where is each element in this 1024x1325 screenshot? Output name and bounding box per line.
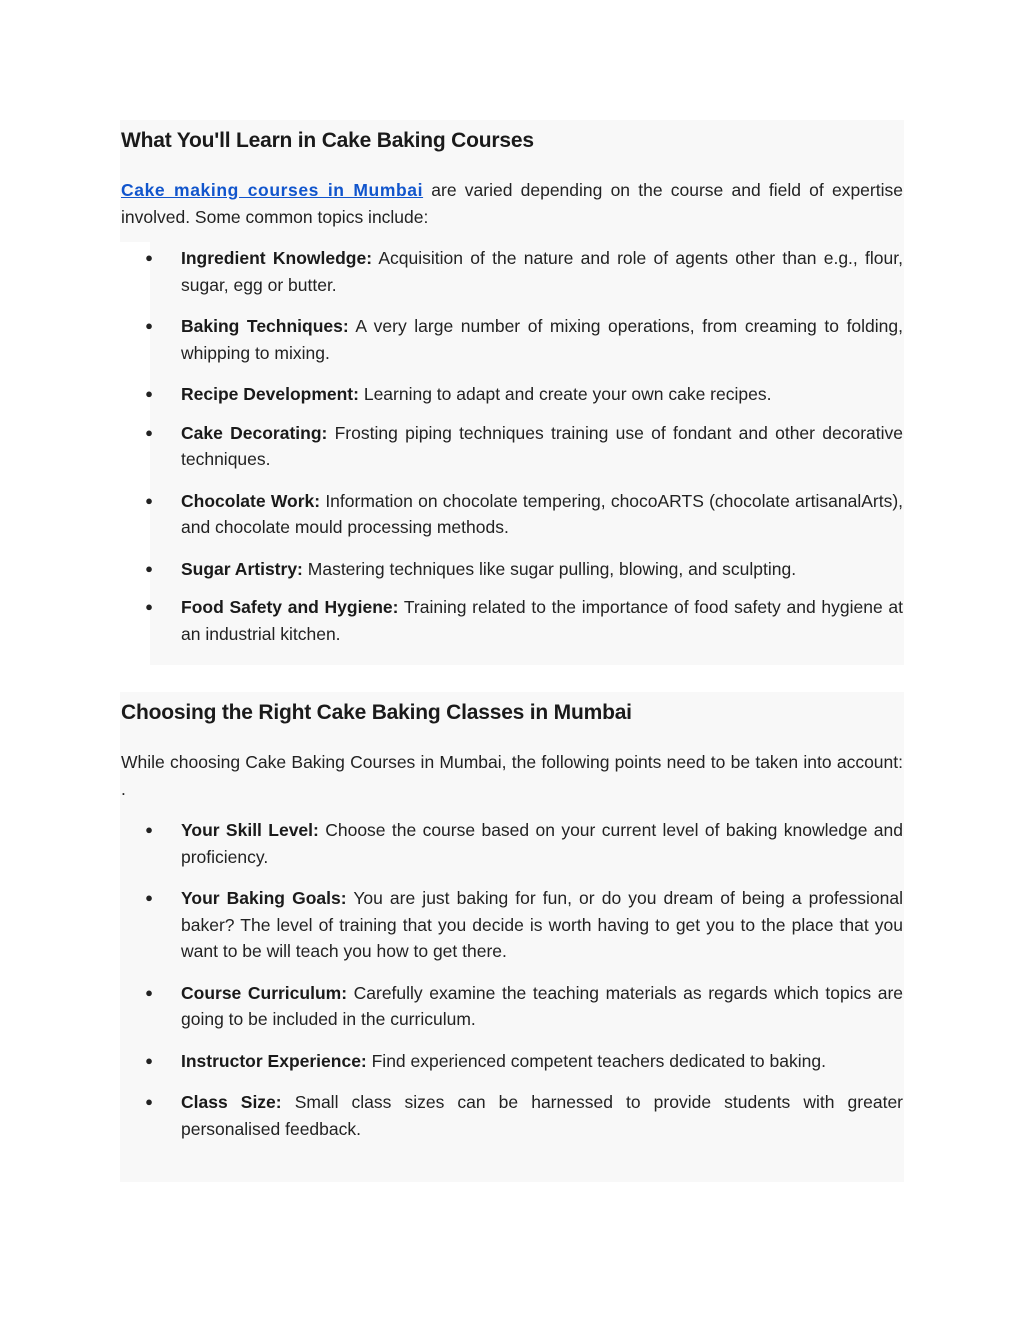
bullet-icon: ● [145,318,153,333]
item-text: Information on chocolate tempering, chocoARTS (chocolate artisanalArts), and chocolate mould processing methods. [181,490,904,537]
section-heading: What You'll Learn in Cake Baking Courses [121,129,534,152]
item-term: Course Curriculum: [181,982,348,1003]
bullet-icon: ● [145,984,153,1000]
item-text: Learning to adapt and create your own cake recipes. [358,384,772,404]
item-text: Choose the course based on your current level of baking knowledge and proficiency. [181,820,904,867]
topics-list [139,245,903,647]
criteria-list [139,817,903,1142]
bullet-icon: ● [145,560,153,576]
section-intro: While choosing Cake Baking Courses in Mumbai, the following points need to be taken into account: . [121,752,903,799]
item-term: Class Size: [181,1092,282,1112]
bullet-icon: ● [145,492,153,508]
item-term: Ingredient Knowledge: [181,248,373,268]
list-item [139,980,903,1033]
item-term: Baking Techniques: [181,316,349,336]
list-item [139,245,903,298]
bullet-icon: ● [145,386,153,401]
item-text: Find experienced competent teachers dedicated to baking. [366,1050,826,1071]
item-text: Mastering techniques like sugar pulling, blowing, and sculpting. [302,558,797,579]
bullet-icon: ● [145,599,153,614]
learn-section [121,128,903,662]
list-item [139,1089,903,1142]
bullet-icon: ● [145,1052,153,1068]
bullet-icon: ● [145,822,153,837]
item-text: You are just baking for fun, or do you dream of being a professional baker? The level of training that you decide is worth having to get you to the place that you want to be will teach you how to get there. [181,888,904,961]
list-item [139,885,903,965]
item-text: Small class sizes can be harnessed to provide students with greater personalised feedback. [181,1092,904,1139]
section-heading: Choosing the Right Cake Baking Classes in Mumbai [121,701,632,724]
bullet-icon: ● [145,1094,153,1109]
list-item [139,1048,903,1075]
item-term: Chocolate Work: [181,490,321,511]
intro-text: are varied depending on the course and field of expertise involved. Some common topics include: [121,180,903,227]
item-term: Your Baking Goals: [181,888,347,908]
cake-courses-link[interactable]: Cake making courses in Mumbai [121,180,424,200]
list-item [139,420,903,473]
item-term: Recipe Development: [181,384,359,404]
bullet-icon: ● [145,890,153,905]
bullet-icon: ● [145,250,153,265]
item-text: Frosting piping techniques training use of fondant and other decorative techniques. [181,422,904,469]
list-item [139,817,903,870]
section-intro [121,177,903,230]
item-term: Cake Decorating: [181,422,328,443]
bullet-icon: ● [145,424,153,440]
item-text: A very large number of mixing operations, from creaming to folding, whipping to mixing. [181,316,903,363]
item-term: Your Skill Level: [181,820,319,840]
item-term: Food Safety and Hygiene: [181,597,399,617]
list-item [139,381,903,408]
choosing-section [121,700,903,1157]
item-term: Instructor Experience: [181,1050,367,1071]
item-text: Carefully examine the teaching materials as regards which topics are going to be included in the curriculum. [181,982,904,1029]
list-item [139,488,903,541]
list-item [139,313,903,366]
item-term: Sugar Artistry: [181,558,303,579]
list-item [139,594,903,647]
item-text: Acquisition of the nature and role of agents other than e.g., flour, sugar, egg or butter. [181,248,903,295]
list-item [139,556,903,583]
item-text: Training related to the importance of food safety and hygiene at an industrial kitchen. [181,597,903,644]
